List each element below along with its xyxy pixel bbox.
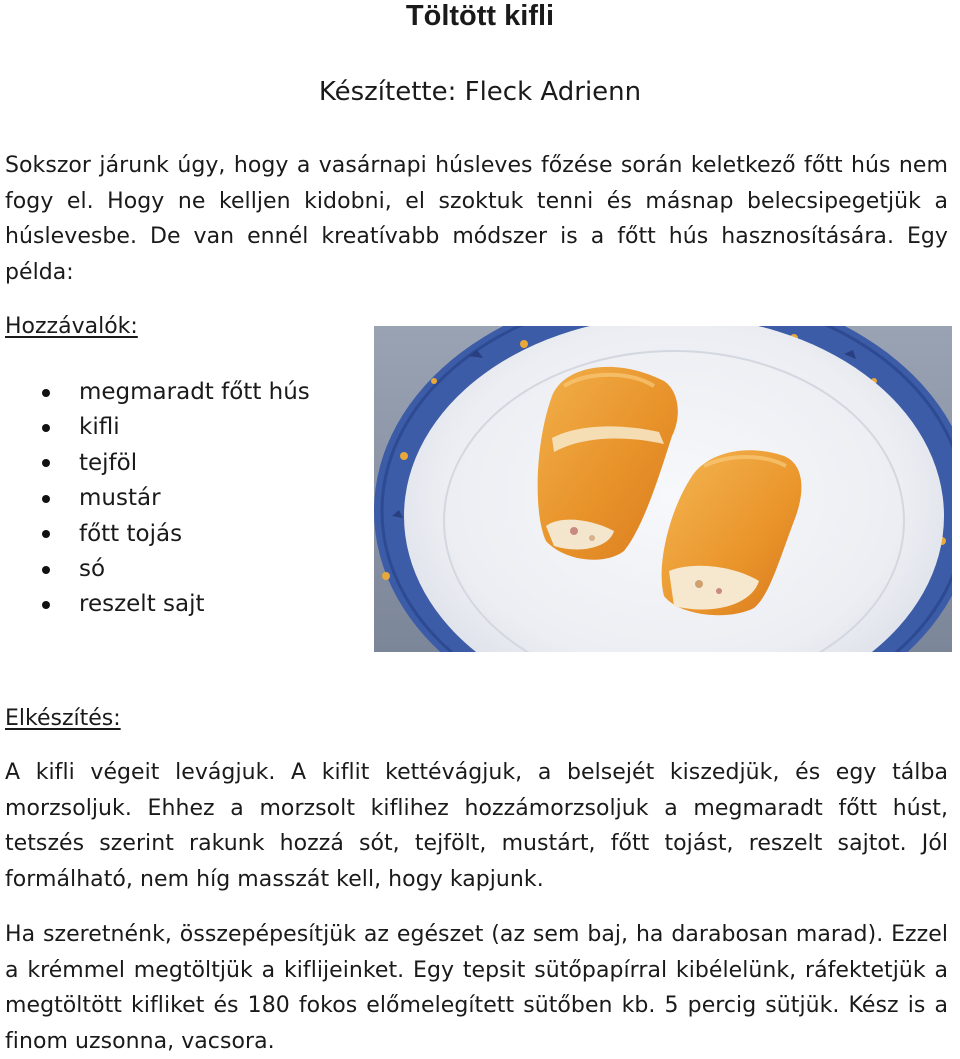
preparation-paragraph-1: A kifli végeit levágjuk. A kiflit kettévágjuk, a belsejét kiszedjük, és egy tálba morzsoljuk. Ehhez a morzsolt kiflihez hozzámorzsoljuk a megmaradt főtt húst, tetszés szerint rakunk hozzá sót, tejfölt, mustárt, főtt tojást, reszelt sajtot. Jól formálható, nem híg masszát kell, hogy kapjunk. <box>5 760 948 892</box>
ingredient-label: kifli <box>79 414 120 441</box>
ingredient-label: tejföl <box>79 449 138 476</box>
ingredient-item <box>0 481 310 516</box>
bullet-icon <box>42 389 50 397</box>
bullet-icon <box>42 566 50 574</box>
ingredient-label: só <box>79 555 106 582</box>
stuffed-croissant-photo <box>374 326 952 652</box>
ingredient-item <box>0 587 310 622</box>
bullet-icon <box>42 601 50 609</box>
ingredient-item <box>0 410 310 445</box>
ingredients-heading: Hozzávalók: <box>5 314 138 339</box>
ingredients-list <box>0 375 310 623</box>
intro-paragraph: Sokszor járunk úgy, hogy a vasárnapi húsleves főzése során keletkező főtt hús nem fogy el. Hogy ne kelljen kidobni, el szoktuk tenni és másnap belecsipegetjük a húslevesbe. De van ennél kreatívabb módszer is a főtt hús hasznosítására. Egy példa: <box>5 153 948 285</box>
ingredient-label: főtt tojás <box>79 520 183 547</box>
ingredient-label: mustár <box>79 485 161 512</box>
preparation-heading: Elkészítés: <box>5 706 121 731</box>
ingredient-item <box>0 552 310 587</box>
ingredient-item <box>0 446 310 481</box>
ingredient-label: megmaradt főtt hús <box>79 379 310 405</box>
bullet-icon <box>42 530 50 538</box>
ingredient-item <box>0 517 310 552</box>
bullet-icon <box>42 495 50 503</box>
bullet-icon <box>42 459 50 467</box>
bullet-icon <box>42 424 50 432</box>
preparation-paragraph-2: Ha szeretnénk, összepépesítjük az egészet (az sem baj, ha darabosan marad). Ezzel a krémmel megtöltjük a kiflijeinket. Egy tepsit sütőpapírral kibélelünk, ráfektetjük a megtöltött kifliket és 180 fokos előmelegített sütőben kb. 5 percig sütjük. Kész is a finom uzsonna, vacsora. <box>5 922 948 1054</box>
ingredient-label: reszelt sajt <box>79 591 205 618</box>
recipe-title: Töltött kifli <box>405 0 555 32</box>
plate-photo-icon <box>374 326 952 652</box>
author-line: Készítette: Fleck Adrienn <box>318 77 642 107</box>
ingredient-item <box>0 375 310 410</box>
